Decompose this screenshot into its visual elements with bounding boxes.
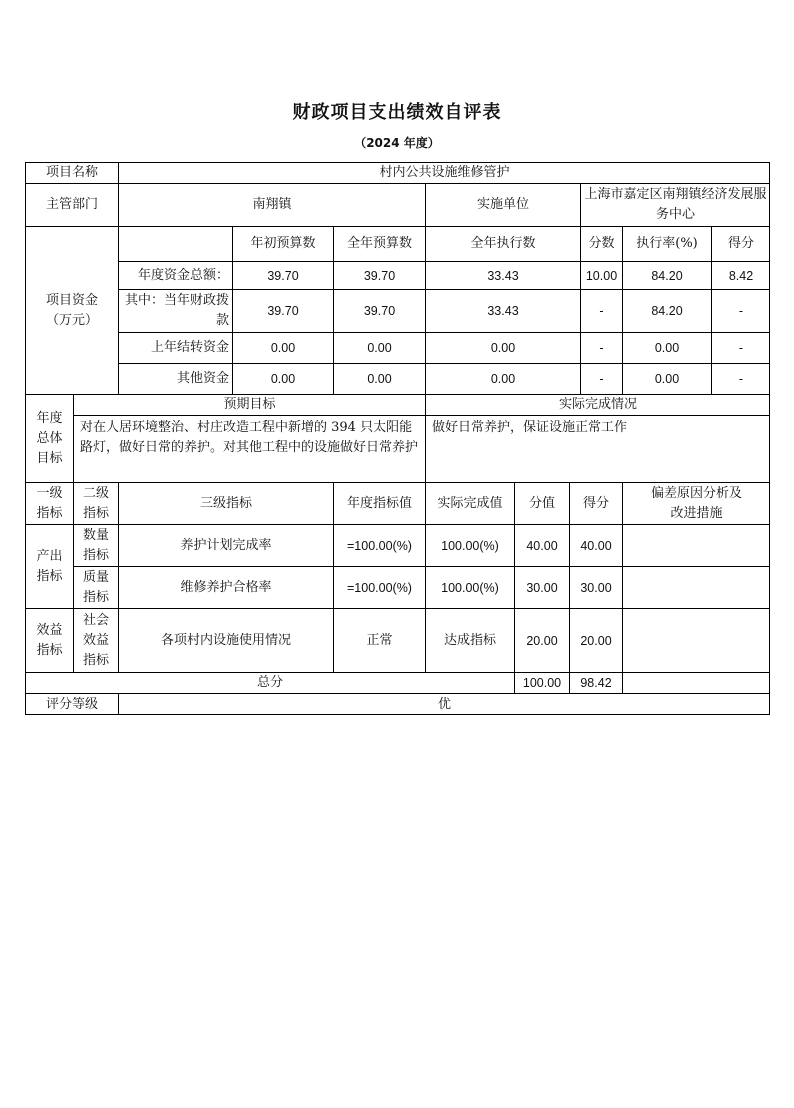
- funds-cell: -: [712, 333, 770, 364]
- funds-cell: 0.00: [233, 364, 334, 395]
- indicator-actual: 100.00(%): [426, 567, 515, 609]
- funds-cell: 0.00: [426, 333, 581, 364]
- funds-row-label: 年度资金总额：: [119, 262, 233, 290]
- funds-header: 全年预算数: [334, 227, 426, 262]
- funds-cell: 39.70: [233, 262, 334, 290]
- funds-section-label: 项目资金（万元）: [26, 227, 119, 395]
- total-score: 98.42: [570, 673, 623, 694]
- funds-cell: 0.00: [623, 333, 712, 364]
- indicator-header-level1: 一级指标: [26, 483, 74, 525]
- actual-result-text: 做好日常养护，保证设施正常工作: [426, 416, 770, 483]
- indicator-weight: 30.00: [515, 567, 570, 609]
- funds-cell: 10.00: [581, 262, 623, 290]
- funds-cell: -: [712, 290, 770, 333]
- funds-cell: -: [581, 364, 623, 395]
- indicator-score: 40.00: [570, 525, 623, 567]
- funds-cell: 39.70: [334, 290, 426, 333]
- indicator-header-score: 得分: [570, 483, 623, 525]
- funds-cell: 0.00: [334, 364, 426, 395]
- funds-cell: -: [581, 290, 623, 333]
- expected-goal-header: 预期目标: [74, 395, 426, 416]
- evaluation-table: [25, 162, 770, 715]
- funds-header: 执行率(%): [623, 227, 712, 262]
- indicator-score: 20.00: [570, 609, 623, 673]
- indicator-header-level2: 二级指标: [74, 483, 119, 525]
- project-name: 村内公共设施维修管护: [119, 163, 770, 184]
- indicator-note: [623, 609, 770, 673]
- indicator-header-note: 偏差原因分析及改进措施: [623, 483, 770, 525]
- funds-header-blank: [119, 227, 233, 262]
- goals-label: 年度总体目标: [26, 395, 74, 483]
- indicator-level2: 数量指标: [74, 525, 119, 567]
- indicator-score: 30.00: [570, 567, 623, 609]
- unit-label: 实施单位: [426, 184, 581, 227]
- indicator-level1: 效益指标: [26, 609, 74, 673]
- indicator-header-target: 年度指标值: [334, 483, 426, 525]
- dept-value: 南翔镇: [119, 184, 426, 227]
- funds-row-label: 其他资金: [119, 364, 233, 395]
- indicator-level3: 各项村内设施使用情况: [119, 609, 334, 673]
- indicator-level2: 质量指标: [74, 567, 119, 609]
- actual-result-header: 实际完成情况: [426, 395, 770, 416]
- funds-header: 分数: [581, 227, 623, 262]
- funds-cell: 33.43: [426, 262, 581, 290]
- funds-cell: 0.00: [426, 364, 581, 395]
- total-label: 总分: [26, 673, 515, 694]
- funds-cell: -: [712, 364, 770, 395]
- funds-header: 年初预算数: [233, 227, 334, 262]
- indicator-level3: 维修养护合格率: [119, 567, 334, 609]
- indicator-header-actual: 实际完成值: [426, 483, 515, 525]
- funds-header: 全年执行数: [426, 227, 581, 262]
- funds-cell: 84.20: [623, 290, 712, 333]
- dept-label: 主管部门: [26, 184, 119, 227]
- indicator-target: =100.00(%): [334, 525, 426, 567]
- doc-title: 财政项目支出绩效自评表: [292, 102, 502, 123]
- rating-value: 优: [437, 696, 451, 712]
- funds-row-label: 其中：当年财政拨款: [119, 290, 233, 333]
- funds-cell: 33.43: [426, 290, 581, 333]
- funds-header: 得分: [712, 227, 770, 262]
- indicator-level2: 社会效益指标: [74, 609, 119, 673]
- rating-label: 评分等级: [26, 694, 119, 715]
- funds-cell: 0.00: [623, 364, 712, 395]
- indicator-header-weight: 分值: [515, 483, 570, 525]
- indicator-header-level3: 三级指标: [119, 483, 334, 525]
- indicator-note: [623, 525, 770, 567]
- funds-row-label: 上年结转资金: [119, 333, 233, 364]
- indicator-weight: 40.00: [515, 525, 570, 567]
- funds-cell: 8.42: [712, 262, 770, 290]
- funds-cell: 0.00: [233, 333, 334, 364]
- indicator-level3: 养护计划完成率: [119, 525, 334, 567]
- total-note: [623, 673, 770, 694]
- funds-cell: 0.00: [334, 333, 426, 364]
- indicator-target: =100.00(%): [334, 567, 426, 609]
- indicator-level1: 产出指标: [26, 525, 74, 609]
- indicator-weight: 20.00: [515, 609, 570, 673]
- unit-value: 上海市嘉定区南翔镇经济发展服务中心: [581, 184, 770, 227]
- funds-cell: -: [581, 333, 623, 364]
- indicator-actual: 100.00(%): [426, 525, 515, 567]
- project-name-label: 项目名称: [26, 163, 119, 184]
- funds-cell: 39.70: [334, 262, 426, 290]
- expected-goal-text: 对在人居环境整治、村庄改造工程中新增的 394 只太阳能路灯，做好日常的养护。对其他工程中的设施做好日常养护: [74, 416, 426, 483]
- indicator-target: 正常: [334, 609, 426, 673]
- funds-cell: 39.70: [233, 290, 334, 333]
- indicator-note: [623, 567, 770, 609]
- total-weight: 100.00: [515, 673, 570, 694]
- indicator-actual: 达成指标: [426, 609, 515, 673]
- doc-year: （2024 年度）: [354, 136, 440, 150]
- funds-cell: 84.20: [623, 262, 712, 290]
